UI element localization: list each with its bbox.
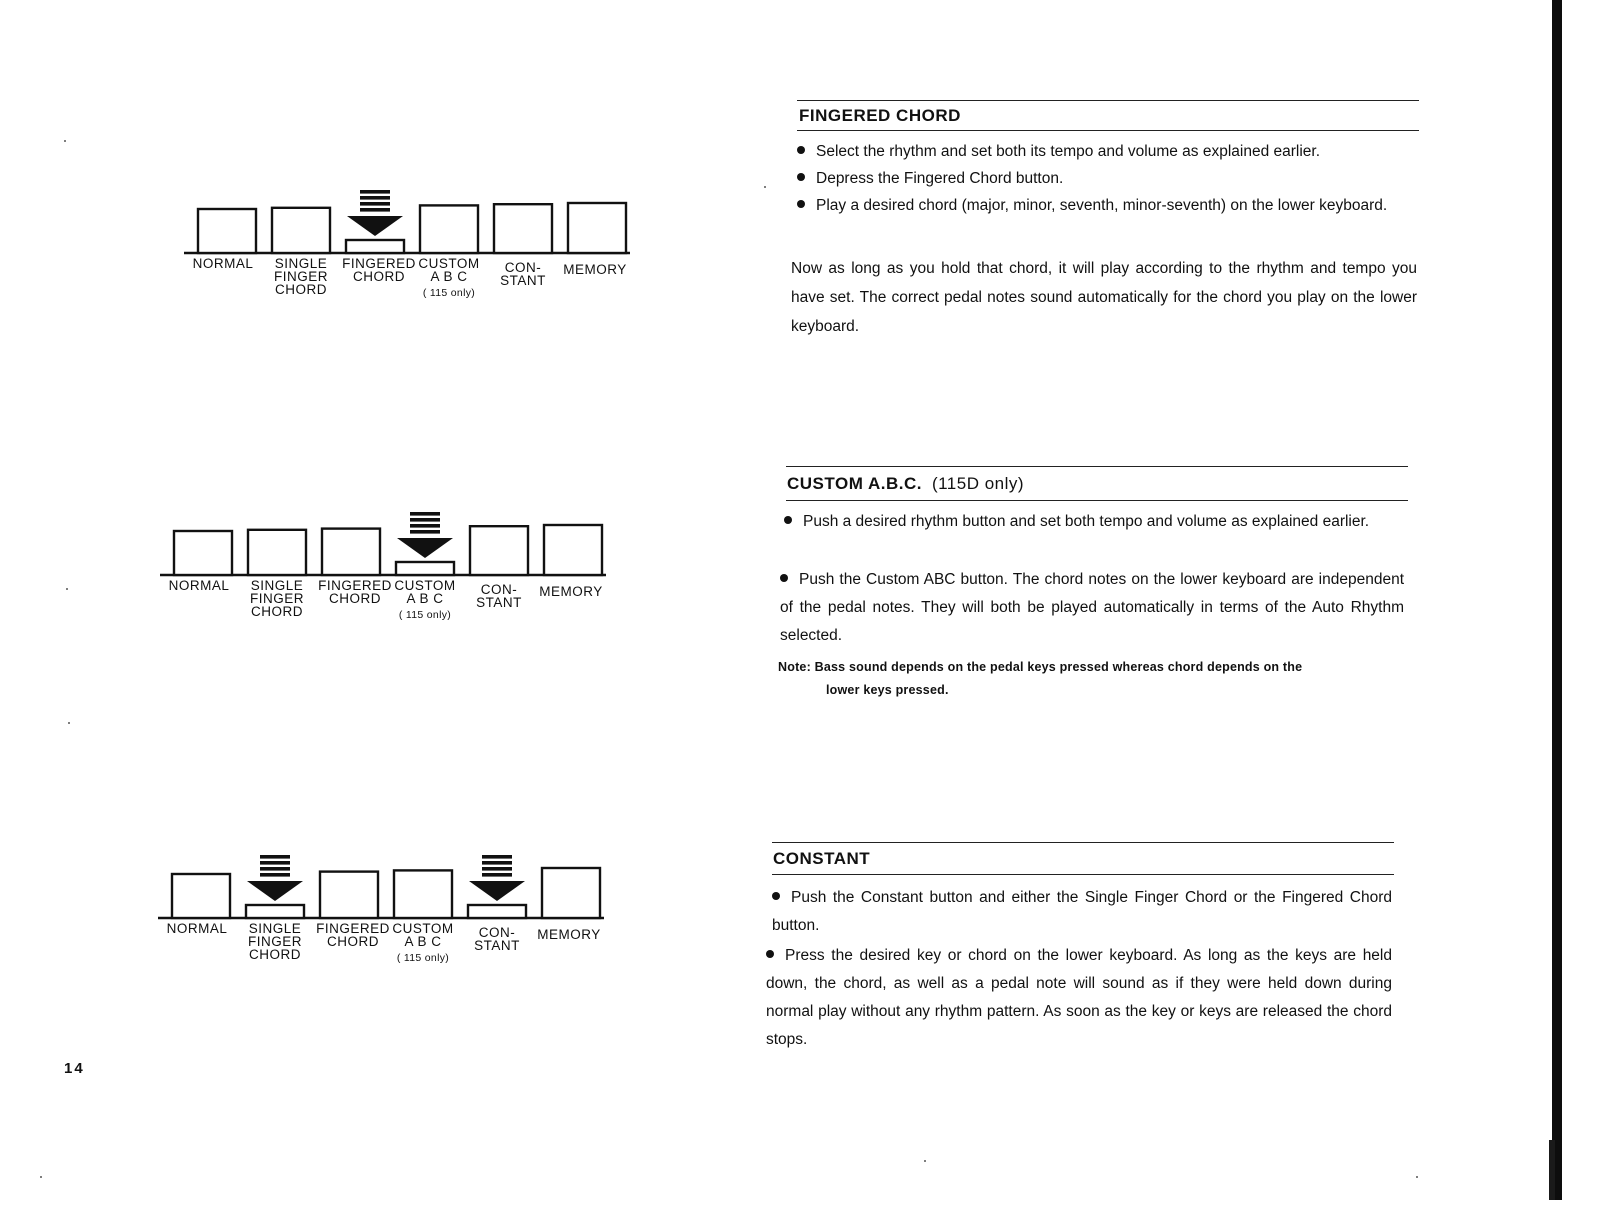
button-normal xyxy=(172,874,230,918)
note-line-1: Bass sound depends on the pedal keys pressed whereas chord depends on the xyxy=(814,660,1303,674)
button-label-fingered: FINGERED CHORD xyxy=(316,921,390,949)
button-normal xyxy=(174,531,232,575)
button-memory xyxy=(568,203,626,253)
arrow-head xyxy=(469,881,525,901)
arrow-stripe xyxy=(260,855,290,859)
button-label-memory: MEMORY xyxy=(537,927,601,942)
button-label-custom-note: ( 115 only) xyxy=(398,609,452,621)
button-label-normal: NORMAL xyxy=(192,256,254,271)
arrow-stripe xyxy=(410,512,440,516)
button-memory xyxy=(544,525,602,575)
bullet-item: Depress the Fingered Chord button. xyxy=(797,165,1417,192)
bullet-icon xyxy=(780,574,788,582)
button-single xyxy=(248,530,306,575)
arrow-stripe xyxy=(482,861,512,865)
page-number: 14 xyxy=(64,1060,85,1077)
button-constant-pressed xyxy=(468,905,526,918)
scan-speck xyxy=(66,588,68,590)
button-label-constant: CON- STANT xyxy=(500,260,546,288)
arrow-stripe xyxy=(410,518,440,522)
scan-speck xyxy=(40,1176,42,1178)
arrow-stripe xyxy=(260,861,290,865)
bullet-item: Play a desired chord (major, minor, seventh, minor-seventh) on the lower keyboard. xyxy=(797,192,1417,219)
page-edge-shadow-tail xyxy=(1549,1140,1555,1200)
scan-speck xyxy=(68,722,70,724)
bullet-icon xyxy=(797,200,805,208)
section-rule-top xyxy=(786,466,1408,467)
button-custom-pressed xyxy=(396,562,454,575)
section-subtitle: (115D only) xyxy=(931,474,1025,493)
press-arrow-icon xyxy=(247,855,303,901)
arrow-stripe xyxy=(482,873,512,877)
button-label-memory: MEMORY xyxy=(539,584,603,599)
bullet-icon xyxy=(797,146,805,154)
bullet-item: Select the rhythm and set both its tempo and volume as explained earlier. xyxy=(797,138,1417,165)
bullet-icon xyxy=(766,950,774,958)
note-line-2: lower keys pressed. xyxy=(826,683,949,697)
button-label-memory: MEMORY xyxy=(563,262,627,277)
button-label-custom-note: ( 115 only) xyxy=(422,287,476,299)
scan-speck xyxy=(764,186,766,188)
button-label-fingered: FINGERED CHORD xyxy=(318,578,392,606)
note xyxy=(778,656,1402,702)
button-single-pressed xyxy=(246,905,304,918)
press-arrow-icon xyxy=(397,512,453,558)
button-label-normal: NORMAL xyxy=(166,921,228,936)
button-memory xyxy=(542,868,600,918)
arrow-stripe xyxy=(360,202,390,206)
button-label-custom: CUSTOM A B C xyxy=(418,256,480,284)
section-rule-top xyxy=(797,100,1419,101)
arrow-stripe xyxy=(260,867,290,871)
note-label: Note: xyxy=(778,660,811,674)
arrow-stripe xyxy=(360,196,390,200)
button-label-constant: CON- STANT xyxy=(476,582,522,610)
bullet-icon xyxy=(784,516,792,524)
arrow-stripe xyxy=(482,867,512,871)
scan-speck xyxy=(924,1160,926,1162)
bullet-icon xyxy=(797,173,805,181)
arrow-stripe xyxy=(260,873,290,877)
arrow-stripe xyxy=(410,524,440,528)
body-paragraph: Now as long as you hold that chord, it will play according to the rhythm and tempo you have set. The correct pedal notes sound automatically for the chord you play on the lower keyboard. xyxy=(791,260,1417,335)
arrow-stripe xyxy=(360,190,390,194)
section-title: CONSTANT xyxy=(773,849,871,868)
arrow-head xyxy=(247,881,303,901)
button-label-single: SINGLE FINGER CHORD xyxy=(273,256,328,297)
button-normal xyxy=(198,209,256,253)
arrow-stripe xyxy=(410,530,440,534)
section-rule-bottom xyxy=(797,130,1419,131)
button-fingered xyxy=(322,529,380,575)
bullet-item: Push a desired rhythm button and set both tempo and volume as explained earlier. xyxy=(784,508,1404,536)
section-rule-bottom xyxy=(772,874,1394,875)
button-label-custom-note: ( 115 only) xyxy=(396,952,450,964)
scan-speck xyxy=(1416,1176,1418,1178)
arrow-stripe xyxy=(482,855,512,859)
bullet-item: Push the Custom ABC button. The chord notes on the lower keyboard are independent of the pedal notes. They will both be played automatically in terms of the Auto Rhythm selected. xyxy=(780,571,1404,644)
bullet-item: Push the Constant button and either the Single Finger Chord or the Fingered Chord button. xyxy=(772,889,1392,934)
button-fingered xyxy=(320,872,378,918)
constant-diagram xyxy=(158,855,604,918)
fingered-chord-diagram xyxy=(184,190,630,253)
button-label-single: SINGLE FINGER CHORD xyxy=(247,921,302,962)
button-custom xyxy=(394,870,452,918)
custom-abc-diagram xyxy=(160,512,606,575)
button-label-fingered: FINGERED CHORD xyxy=(342,256,416,284)
arrow-head xyxy=(397,538,453,558)
section-rule-bottom xyxy=(786,500,1408,501)
section-title: CUSTOM A.B.C. (115D only) xyxy=(787,474,1025,493)
bullet-item: Press the desired key or chord on the lower keyboard. As long as the keys are held down, the chord, as well as a pedal note will sound as if they were held down during normal play without any rhythm pattern. As soon as the key or keys are released the chord stops. xyxy=(766,947,1392,1048)
bullet-icon xyxy=(772,892,780,900)
button-custom xyxy=(420,205,478,253)
button-label-custom: CUSTOM A B C xyxy=(392,921,454,949)
button-label-normal: NORMAL xyxy=(168,578,230,593)
section-title: FINGERED CHORD xyxy=(799,106,961,125)
scan-speck xyxy=(64,140,66,142)
button-label-constant: CON- STANT xyxy=(474,925,520,953)
button-fingered-pressed xyxy=(346,240,404,253)
arrow-head xyxy=(347,216,403,236)
button-constant xyxy=(470,526,528,575)
press-arrow-icon xyxy=(469,855,525,901)
button-single xyxy=(272,208,330,253)
button-label-custom: CUSTOM A B C xyxy=(394,578,456,606)
arrow-stripe xyxy=(360,208,390,212)
button-constant xyxy=(494,204,552,253)
press-arrow-icon xyxy=(347,190,403,236)
button-label-single: SINGLE FINGER CHORD xyxy=(249,578,304,619)
page-edge-shadow xyxy=(1552,0,1562,1200)
section-rule-top xyxy=(772,842,1394,843)
